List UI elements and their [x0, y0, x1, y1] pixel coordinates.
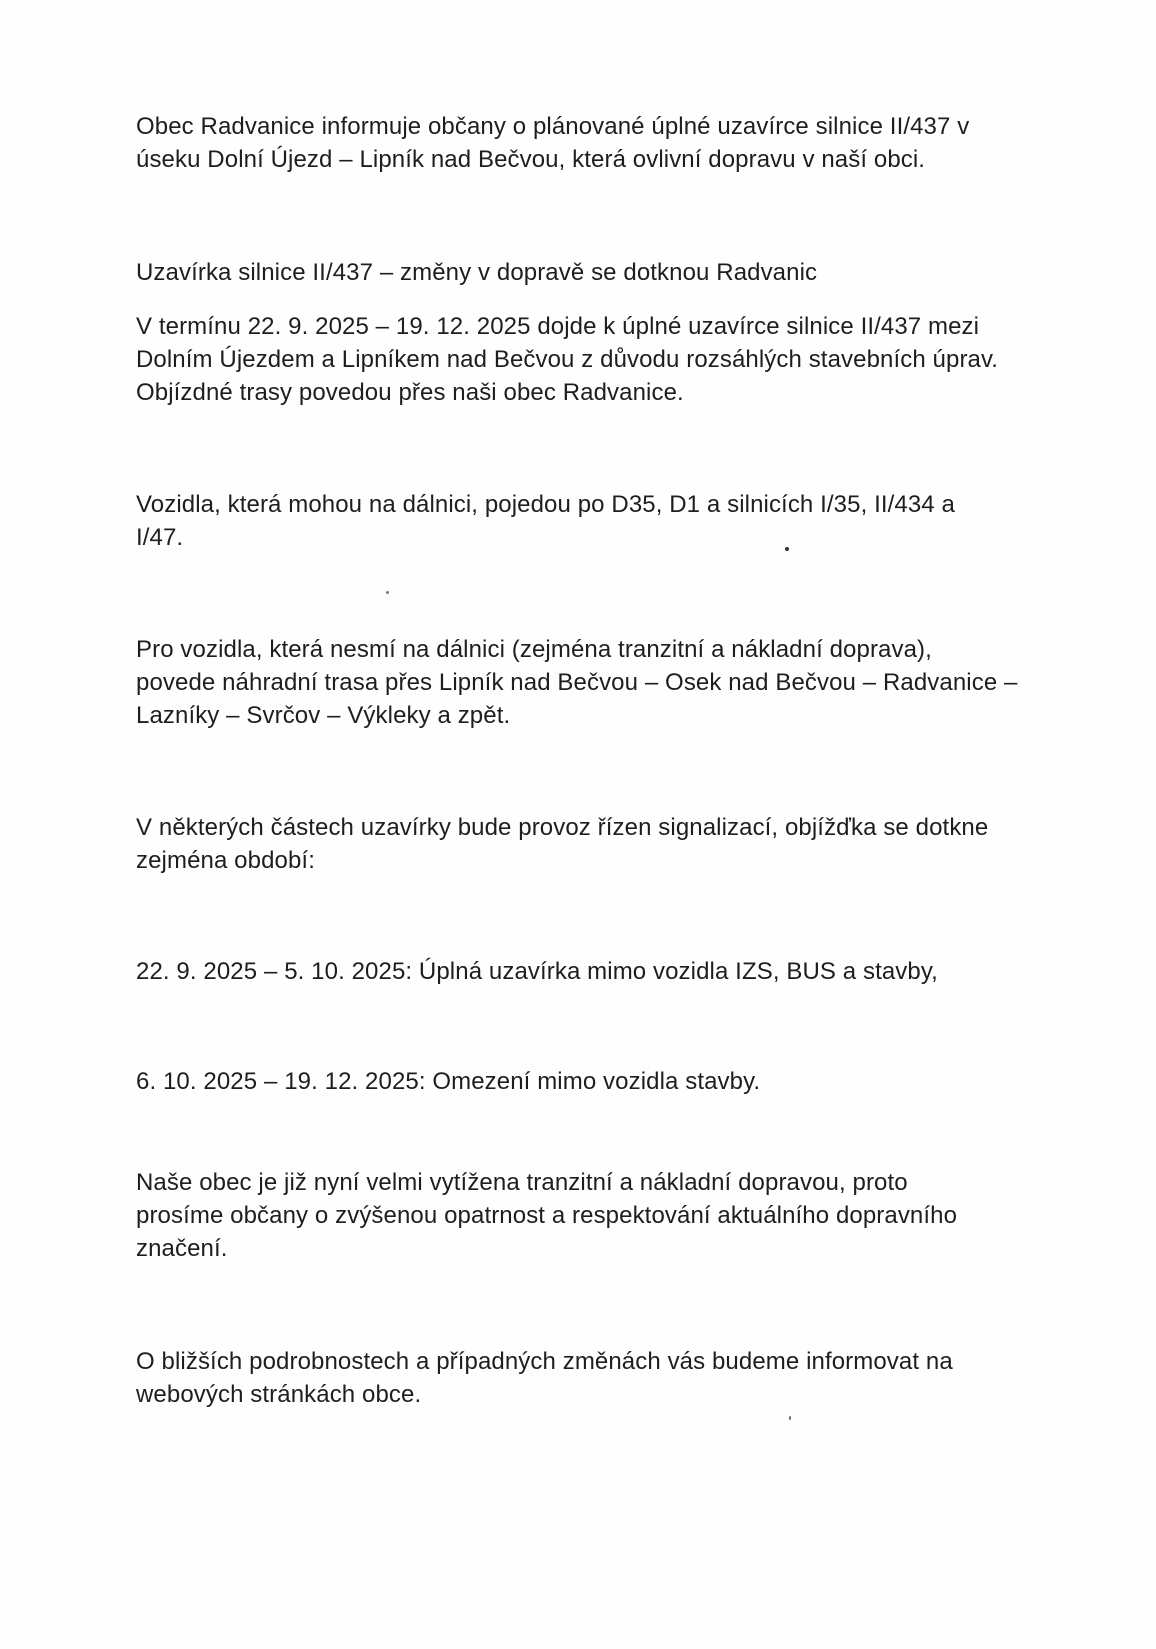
scan-speck: [789, 1416, 791, 1420]
caution-paragraph: Naše obec je již nyní velmi vytížena tranzitní a nákladní dopravou, proto prosíme občany o zvýšenou opatrnost a respektování aktuálního dopravního značení.: [136, 1169, 958, 1262]
period-restriction: 6. 10. 2025 – 19. 12. 2025: Omezení mimo vozidla stavby.: [136, 1068, 761, 1095]
scan-speck: [785, 547, 789, 551]
more-info-paragraph: O bližších podrobnostech a případných změnách vás budeme informovat na webových stránkách obce.: [136, 1348, 953, 1408]
closure-term-paragraph: V termínu 22. 9. 2025 – 19. 12. 2025 dojde k úplné uzavírce silnice II/437 mezi Dolním Újezdem a Lipníkem nad Bečvou z důvodu rozsáhlých stavebních úprav. Objízdné trasy povedou přes naši obec Radvanice.: [136, 313, 999, 406]
scan-speck: [386, 591, 389, 594]
period-full-closure: 22. 9. 2025 – 5. 10. 2025: Úplná uzavírka mimo vozidla IZS, BUS a stavby,: [136, 958, 938, 985]
signalization-paragraph: V některých částech uzavírky bude provoz řízen signalizací, objížďka se dotkne zejména období:: [136, 814, 989, 874]
detour-route-paragraph: Pro vozidla, která nesmí na dálnici (zejména tranzitní a nákladní doprava), povede náhradní trasa přes Lipník nad Bečvou – Osek nad Bečvou – Radvanice – Lazníky – Svrčov – Výkleky a zpět.: [136, 636, 1018, 729]
closure-heading: Uzavírka silnice II/437 – změny v dopravě se dotknou Radvanic: [136, 259, 818, 286]
intro-paragraph: Obec Radvanice informuje občany o plánované úplné uzavírce silnice II/437 v úseku Dolní Újezd – Lipník nad Bečvou, která ovlivní dopravu v naší obci.: [136, 113, 970, 173]
highway-vehicles-paragraph: Vozidla, která mohou na dálnici, pojedou po D35, D1 a silnicích I/35, II/434 a I/47.: [136, 491, 955, 551]
